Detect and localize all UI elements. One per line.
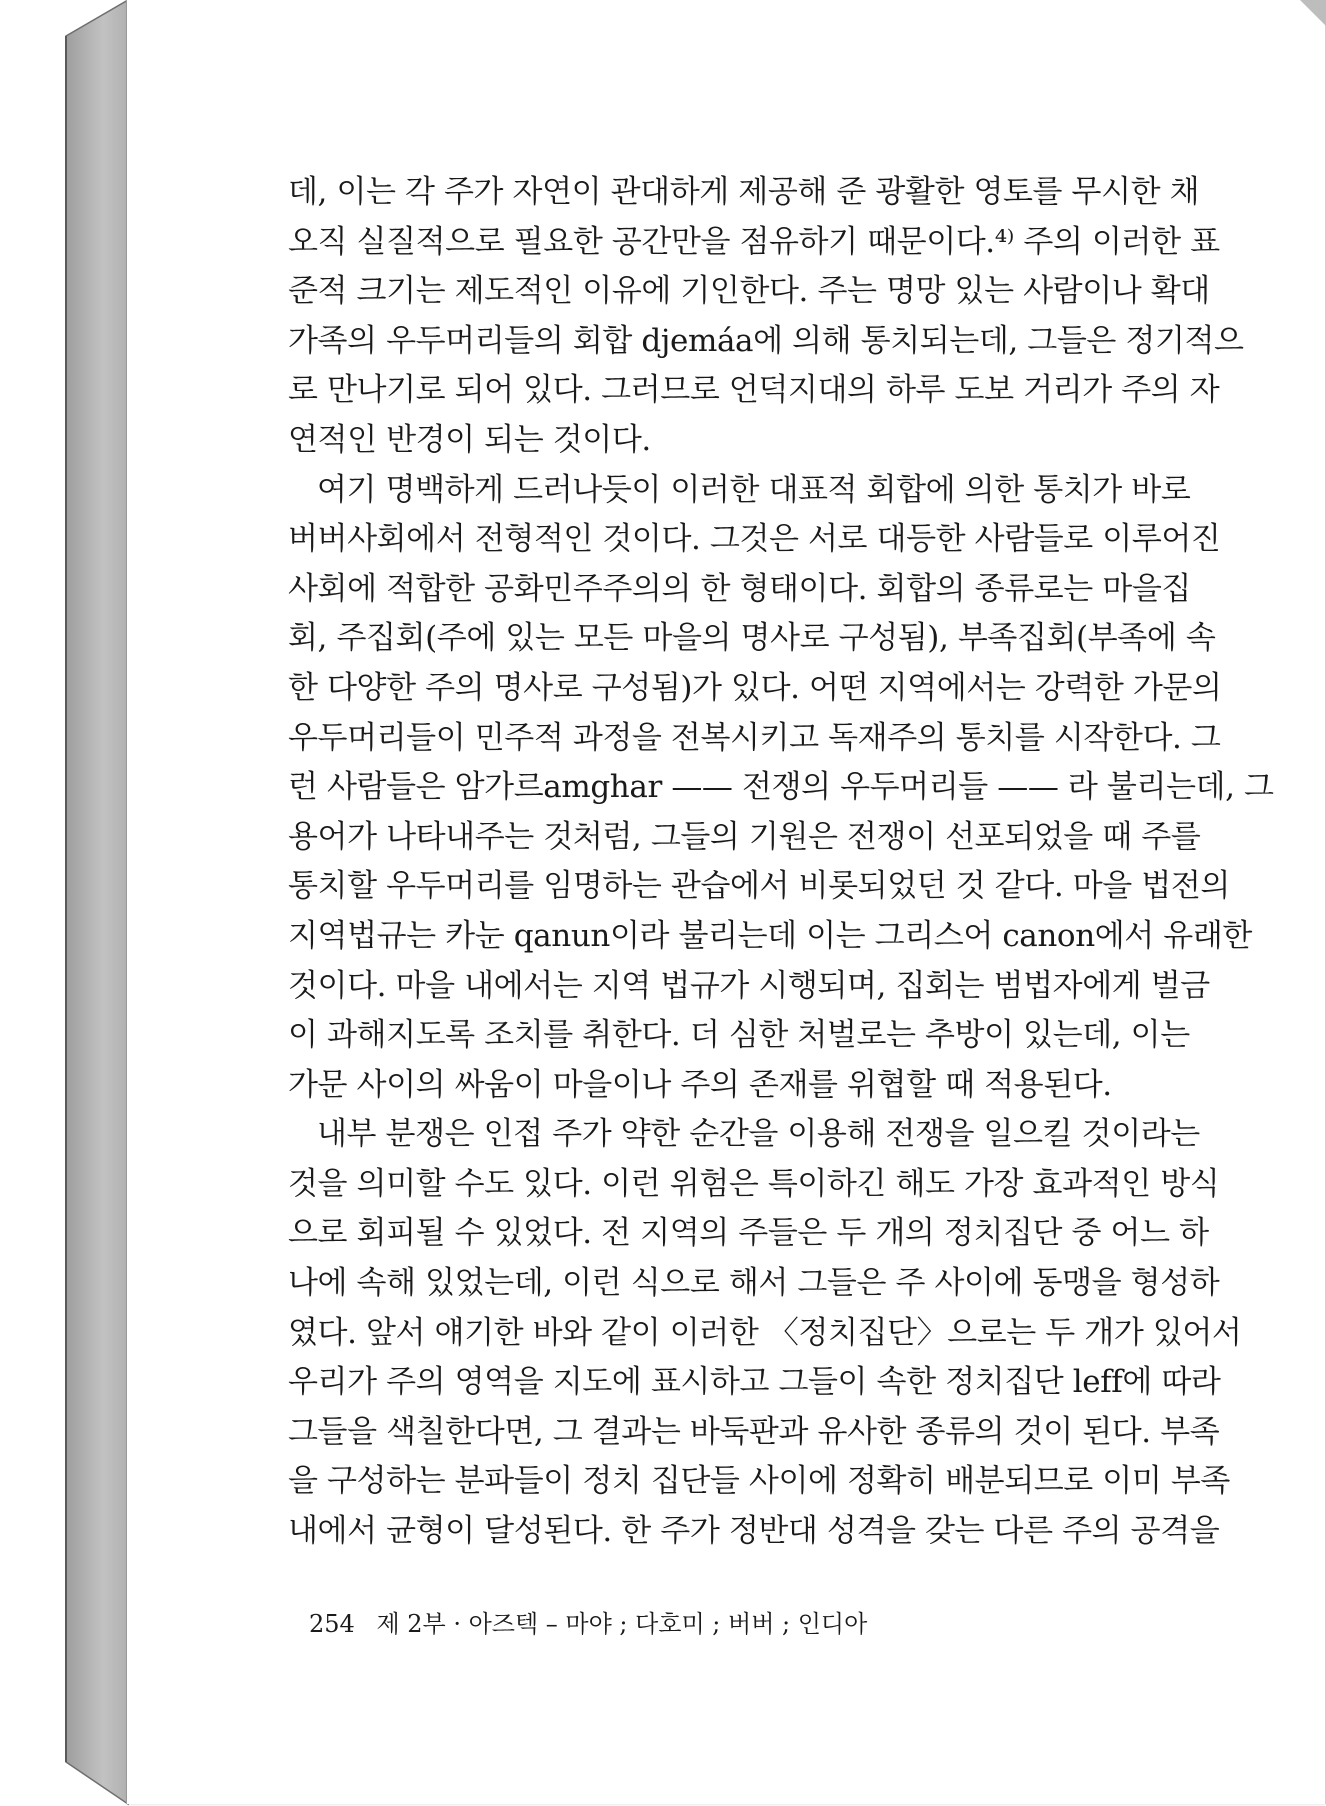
body-text <box>288 168 1274 1557</box>
text-line: 가문 사이의 싸움이 마을이나 주의 존재를 위협할 때 적용된다. <box>288 1066 1112 1103</box>
text-line: 데, 이는 각 주가 자연이 관대하게 제공해 준 광활한 영토를 무시한 채 <box>288 174 1200 210</box>
text-line: 여기 명백하게 드러나듯이 이러한 대표적 회합에 의한 통치가 바로 <box>317 471 1191 508</box>
text-line: 였다. 앞서 얘기한 바와 같이 이러한 〈정치집단〉으로는 두 개가 있어서 <box>288 1314 1242 1351</box>
text-line: 가족의 우두머리들의 회합 djemáa에 의해 통치되는데, 그들은 정기적으 <box>288 322 1244 359</box>
text-line: 연적인 반경이 되는 것이다. <box>288 421 651 458</box>
text-line: 준적 크기는 제도적인 이유에 기인한다. 주는 명망 있는 사람이나 확대 <box>288 273 1210 310</box>
running-title: 제 2부 · 아즈텍 – 마야 ; 다호미 ; 버버 ; 인디아 <box>376 1610 868 1638</box>
paragraph <box>288 168 1244 466</box>
text-line: 우리가 주의 영역을 지도에 표시하고 그들이 속한 정치집단 leff에 따라 <box>288 1364 1221 1401</box>
page-number: 254 <box>309 1610 355 1638</box>
text-line: 그들을 색칠한다면, 그 결과는 바둑판과 유사한 종류의 것이 된다. 부족 <box>288 1413 1220 1450</box>
book-spine <box>0 0 140 1806</box>
text-line: 것을 의미할 수도 있다. 이런 위험은 특이하긴 해도 가장 효과적인 방식 <box>288 1165 1220 1202</box>
paragraph <box>288 1110 1242 1556</box>
text-line: 통치할 우두머리를 임명하는 관습에서 비롯되었던 것 같다. 마을 법전의 <box>288 868 1230 905</box>
text-line: 오직 실질적으로 필요한 공간만을 점유하기 때문이다.⁴⁾ 주의 이러한 표 <box>288 223 1220 260</box>
text-line: 지역법규는 카눈 qanun이라 불리는데 이는 그리스어 canon에서 유래한 <box>288 917 1252 954</box>
text-line: 회, 주집회(주에 있는 모든 마을의 명사로 구성됨), 부족집회(부족에 속 <box>288 620 1216 657</box>
text-line: 나에 속해 있었는데, 이런 식으로 해서 그들은 주 사이에 동맹을 형성하 <box>288 1265 1220 1302</box>
text-line: 것이다. 마을 내에서는 지역 법규가 시행되며, 집회는 범법자에게 벌금 <box>288 967 1210 1004</box>
page-corner-shadow <box>1296 0 1326 30</box>
text-line: 한 다양한 주의 명사로 구성됨)가 있다. 어떤 지역에서는 강력한 가문의 <box>288 669 1222 706</box>
text-line: 을 구성하는 분파들이 정치 집단들 사이에 정확히 배분되므로 이미 부족 <box>288 1463 1230 1500</box>
text-line: 런 사람들은 암가르amghar —— 전쟁의 우두머리들 —— 라 불리는데, 그 <box>288 769 1274 806</box>
text-line: 내에서 균형이 달성된다. 한 주가 정반대 성격을 갖는 다른 주의 공격을 <box>288 1513 1220 1550</box>
paragraph <box>288 466 1274 1111</box>
text-line: 사회에 적합한 공화민주주의의 한 형태이다. 회합의 종류로는 마을집 <box>288 570 1191 607</box>
text-line: 버버사회에서 전형적인 것이다. 그것은 서로 대등한 사람들로 이루어진 <box>288 521 1221 558</box>
page-footer <box>309 1604 867 1639</box>
text-line: 으로 회피될 수 있었다. 전 지역의 주들은 두 개의 정치집단 중 어느 하 <box>288 1215 1209 1252</box>
text-line: 우두머리들이 민주적 과정을 전복시키고 독재주의 통치를 시작한다. 그 <box>288 719 1221 756</box>
text-line: 내부 분쟁은 인접 주가 약한 순간을 이용해 전쟁을 일으킬 것이라는 <box>317 1116 1200 1153</box>
text-line: 로 만나기로 되어 있다. 그러므로 언덕지대의 하루 도보 거리가 주의 자 <box>288 372 1220 409</box>
text-line: 용어가 나타내주는 것처럼, 그들의 기원은 전쟁이 선포되었을 때 주를 <box>288 818 1201 855</box>
text-line: 이 과해지도록 조치를 취한다. 더 심한 처벌로는 추방이 있는데, 이는 <box>288 1017 1190 1054</box>
